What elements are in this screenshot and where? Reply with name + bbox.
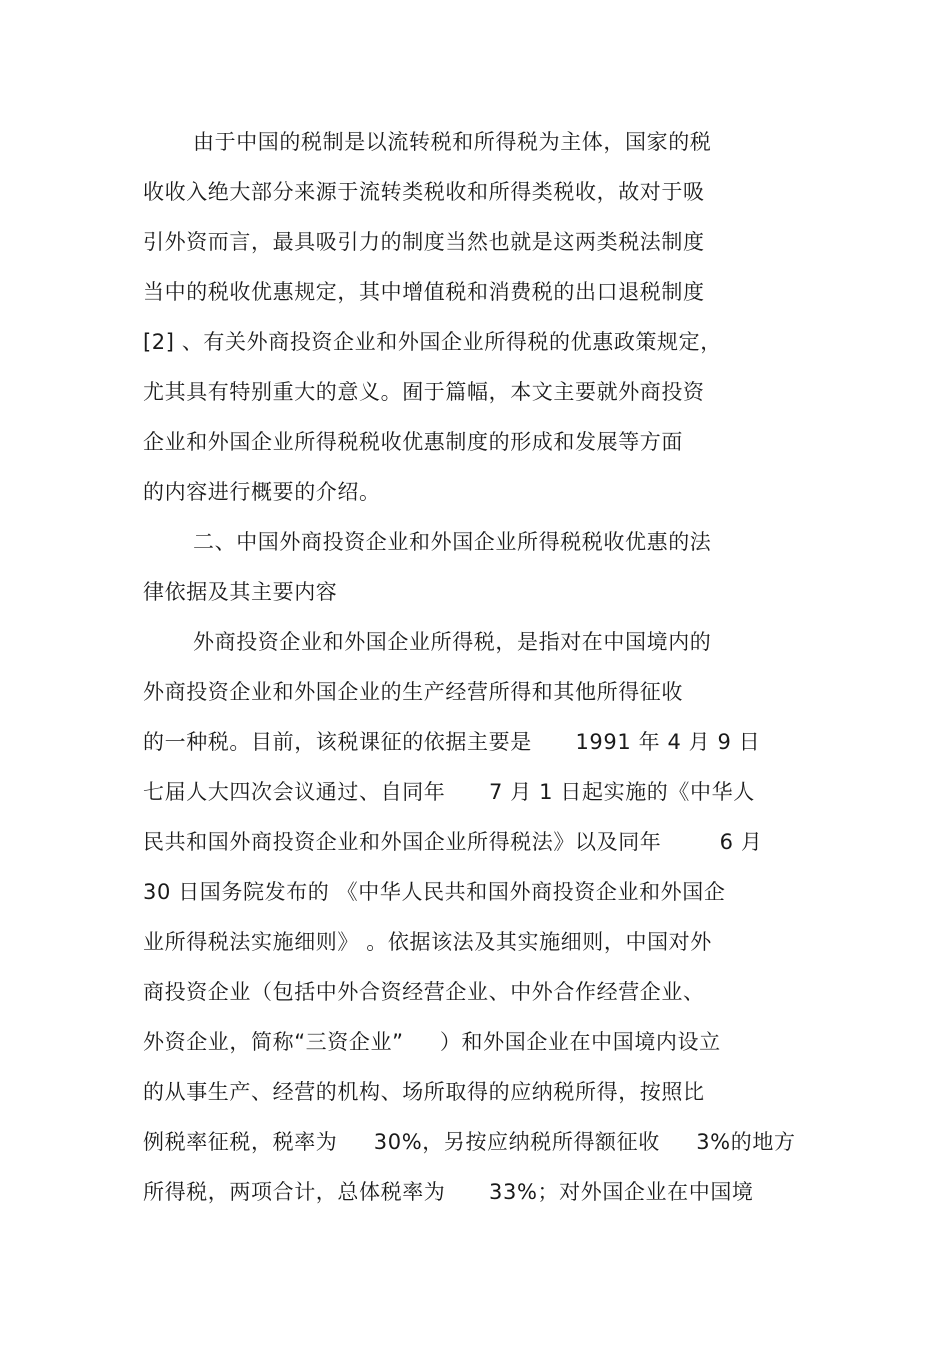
paragraph-line: 的从事生产、经营的机构、场所取得的应纳税所得，按照比 [143,1080,705,1104]
paragraph-line: 民共和国外商投资企业和外国企业所得税法》以及同年 6 月 [143,830,763,854]
paragraph-line: 外资企业，简称“三资企业” ）和外国企业在中国境内设立 [143,1030,721,1054]
paragraph-line: 引外资而言，最具吸引力的制度当然也就是这两类税法制度 [143,230,705,254]
paragraph-line: 30 日国务院发布的 《中华人民共和国外商投资企业和外国企 [143,880,726,904]
paragraph-line: 例税率征税，税率为 30%，另按应纳税所得额征收 3%的地方 [143,1130,796,1154]
paragraph-line: 外商投资企业和外国企业所得税，是指对在中国境内的 [193,630,712,654]
paragraph-line: 的内容进行概要的介绍。 [143,480,381,504]
paragraph-line: 收收入绝大部分来源于流转类税收和所得类税收，故对于吸 [143,180,705,204]
paragraph-line: 当中的税收优惠规定，其中增值税和消费税的出口退税制度 [143,280,705,304]
section-heading-line: 二、中国外商投资企业和外国企业所得税税收优惠的法 [193,530,712,554]
paragraph-line: 所得税，两项合计，总体税率为 33%；对外国企业在中国境 [143,1180,754,1204]
paragraph-line: [2] 、有关外商投资企业和外国企业所得税的优惠政策规定， [143,330,722,354]
paragraph-line: 七届人大四次会议通过、自同年 7 月 1 日起实施的《中华人 [143,780,755,804]
paragraph-line: 商投资企业（包括中外合资经营企业、中外合作经营企业、 [143,980,705,1004]
paragraph-line: 尤其具有特别重大的意义。囿于篇幅，本文主要就外商投资 [143,380,705,404]
paragraph-line: 的一种税。目前，该税课征的依据主要是 1991 年 4 月 9 日 [143,730,761,754]
paragraph-line: 业所得税法实施细则》 。依据该法及其实施细则，中国对外 [143,930,712,954]
paragraph-line: 企业和外国企业所得税税收优惠制度的形成和发展等方面 [143,430,683,454]
paragraph-line: 外商投资企业和外国企业的生产经营所得和其他所得征收 [143,680,683,704]
paragraph-line: 由于中国的税制是以流转税和所得税为主体，国家的税 [193,130,712,154]
section-heading-line: 律依据及其主要内容 [143,580,338,604]
